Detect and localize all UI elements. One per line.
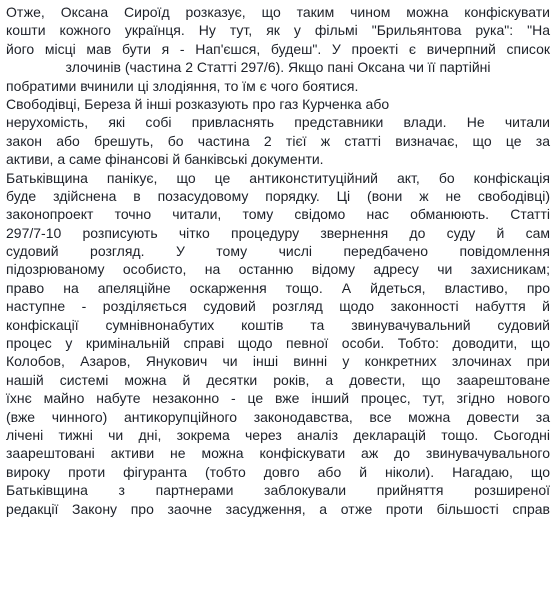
post-text-line: нашій системі можна й десятки років, а довести, що заарештоване	[6, 371, 550, 388]
post-text-line: конфіскації сумнівнонабутих коштів та звинувачувальний судовий	[6, 316, 550, 333]
post-text-line: буде здійснена в позасудовому порядку. Ці (вони ж не свободівці)	[6, 187, 550, 204]
post-text-line: право на апеляційне оскарження тощо. А йдеться, властиво, про	[6, 279, 550, 296]
post-text-line: Отже, Оксана Сироїд розказує, що таким чином можна конфіскувати	[6, 4, 550, 20]
post-text-line: його місці мав бути я - Нап'єшся, будеш". У проекті є вичерпний список	[6, 40, 550, 57]
post-text-line: лічені тижні чи дні, зокрема через аналіз декларацій тощо. Сьогодні	[6, 426, 550, 443]
post-text-line: активи, а саме фінансові й банківські документи.	[6, 151, 324, 168]
post-text-line: побратими вчинили ці злодіяння, то їм є чого боятися.	[6, 77, 359, 94]
post-text-line: судовий розгляд. У тому числі передбачено повідомлення	[6, 243, 550, 260]
post-text-line: кошти кожного українця. Ну тут, як у фільмі "Брильянтова рука": "На	[6, 22, 550, 39]
post-body	[6, 3, 550, 518]
post-text-line: вироку проти фігуранта (тобто довго або й ніколи). Нагадаю, що	[6, 463, 550, 480]
post-text-line: 297/7-10 розписують чітко процедуру звернення до суду й сам	[6, 224, 550, 241]
post-text-line: законопроект точно читали, тому свідомо нас обманюють. Статті	[6, 206, 550, 223]
post-text-line: їхнє майно набуте незаконно - це вже інший процес, тут, згідно нового	[6, 390, 550, 407]
post-text-line: нерухомість, які собі привласнять представники влади. Не читали	[6, 114, 550, 131]
post-text-line: наступне - розділяється судовий розгляд щодо законності набуття й	[6, 298, 550, 315]
post-text-line: закон або брешуть, бо частина 2 тієї ж статті визначає, що це за	[6, 132, 550, 149]
post-text-line: заарештовані активи не можна конфіскувати аж до звинувачувального	[6, 445, 550, 462]
post-text-line: редакції Закону про заочне засудження, а отже проти більшості справ	[6, 500, 550, 517]
post-text-line: злочинів (частина 2 Статті 297/6). Якщо пані Оксана чи її партійні	[65, 59, 491, 76]
post-text-line: (вже чинного) антикорупційного законодавства, все можна довести за	[6, 408, 550, 425]
post-text-line: підозрюваному особисто, на останню відому адресу чи захисникам;	[6, 261, 550, 278]
post-text-line: Колобов, Азаров, Янукович чи інші винні у конкретних злочинах при	[6, 353, 550, 370]
post-text-line: Батьківщина з партнерами заблокували прийняття розширеної	[6, 482, 550, 499]
post-text-line: Батьківщина панікує, що це антиконституційний акт, бо конфіскація	[6, 169, 550, 186]
post-text-line: Свободівці, Береза й інші розказують про газ Курченка або	[6, 95, 390, 112]
post-text-line: процес у кримінальній справі щодо певної особи. Тобто: доводити, що	[6, 335, 550, 352]
